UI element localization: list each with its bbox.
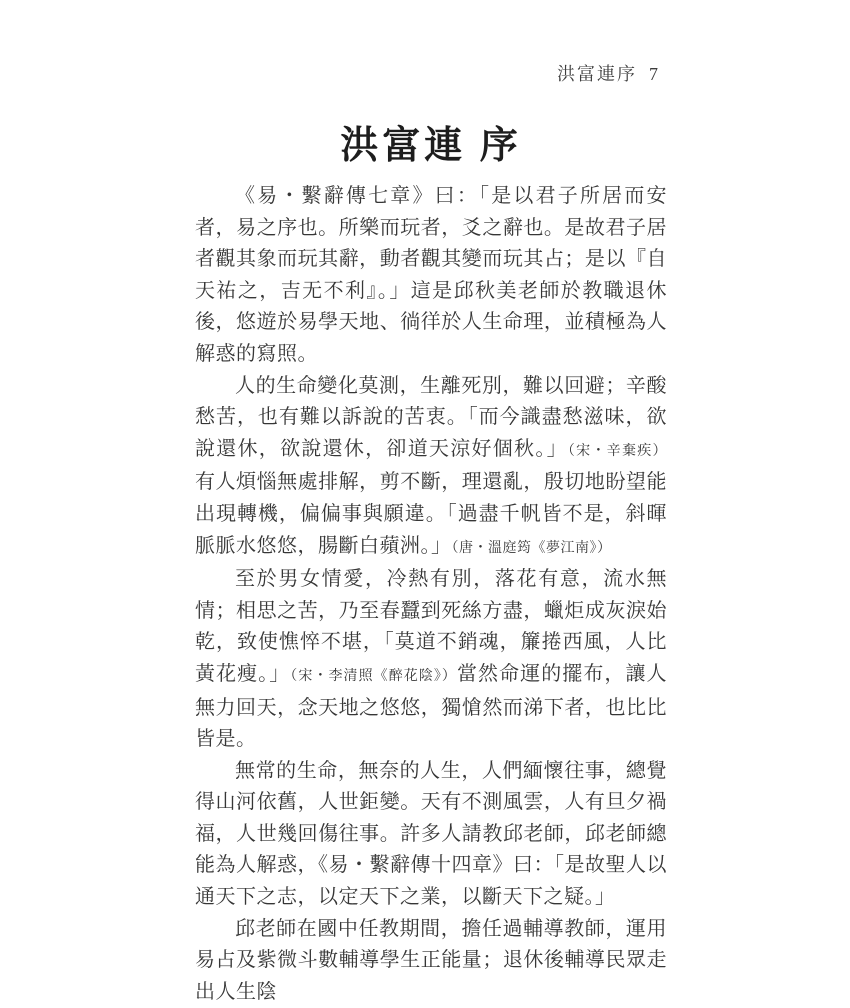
paragraph xyxy=(195,756,667,914)
paragraph xyxy=(195,564,667,756)
paragraph-text: 當然命運的擺布，讓人無力回天，念天地之悠悠，獨愴然而涕下者，也比比皆是。 xyxy=(195,662,668,751)
paragraph-text: 人的生命變化莫測，生離死別，難以回避；辛酸愁苦，也有難以訴說的苦衷。「而今識盡愁滋味，欲說還休，欲說還休，卻道天涼好個秋。」 xyxy=(195,374,667,460)
paragraph-text: 邱老師在國中任教期間，擔任過輔導教師，運用易占及紫微斗數輔導學生正能量；退休後輔導民眾走出人生陰 xyxy=(195,917,667,1003)
paragraph-text: 無常的生命，無奈的人生，人們緬懷往事，總覺得山河依舊，人世鉅變。天有不測風雲，人有旦夕禍福，人世幾回傷往事。許多人請教邱老師，邱老師總能為人解惑，《易・繫辭傳十四章》曰：「是故聖人以通天下之志，以定天下之業，以斷天下之疑。」 xyxy=(195,759,667,909)
paragraph-text: 有人煩惱無處排解，剪不斷，理還亂，殷切地盼望能出現轉機，偏偏事與願違。「過盡千帆皆不是，斜暉脈脈水悠悠，腸斷白蘋洲。」 xyxy=(195,471,667,557)
paragraph-text: 至於男女情愛，冷熱有別，落花有意，流水無情；相思之苦，乃至春蠶到死絲方盡，蠟炬成灰淚始乾，致使憔悴不堪，「莫道不銷魂，簾捲西風，人比黃花瘦。」 xyxy=(195,568,667,685)
preface-body xyxy=(195,181,667,1008)
page-number: 7 xyxy=(649,64,658,84)
citation-note: （宋・辛棄疾） xyxy=(567,443,667,459)
paragraph xyxy=(195,371,667,565)
page-title: 洪富連 序 xyxy=(340,125,522,167)
citation-note: （唐・溫庭筠《夢江南》） xyxy=(451,540,612,556)
running-header xyxy=(557,60,658,86)
paragraph xyxy=(195,181,667,371)
running-title: 洪富連序 xyxy=(557,64,637,84)
paragraph xyxy=(195,914,667,1008)
paragraph-text: 《易・繫辭傳七章》曰：「是以君子所居而安者，易之序也。所樂而玩者，爻之辭也。是故君子居者觀其象而玩其辭，動者觀其變而玩其占；是以『自天祐之，吉无不利』。」這是邱秋美老師於教職退休後，悠遊於易學天地、徜徉於人生命理，並積極為人解惑的寫照。 xyxy=(195,185,667,365)
citation-note: （宋・李清照《醉花陰》） xyxy=(290,668,457,684)
